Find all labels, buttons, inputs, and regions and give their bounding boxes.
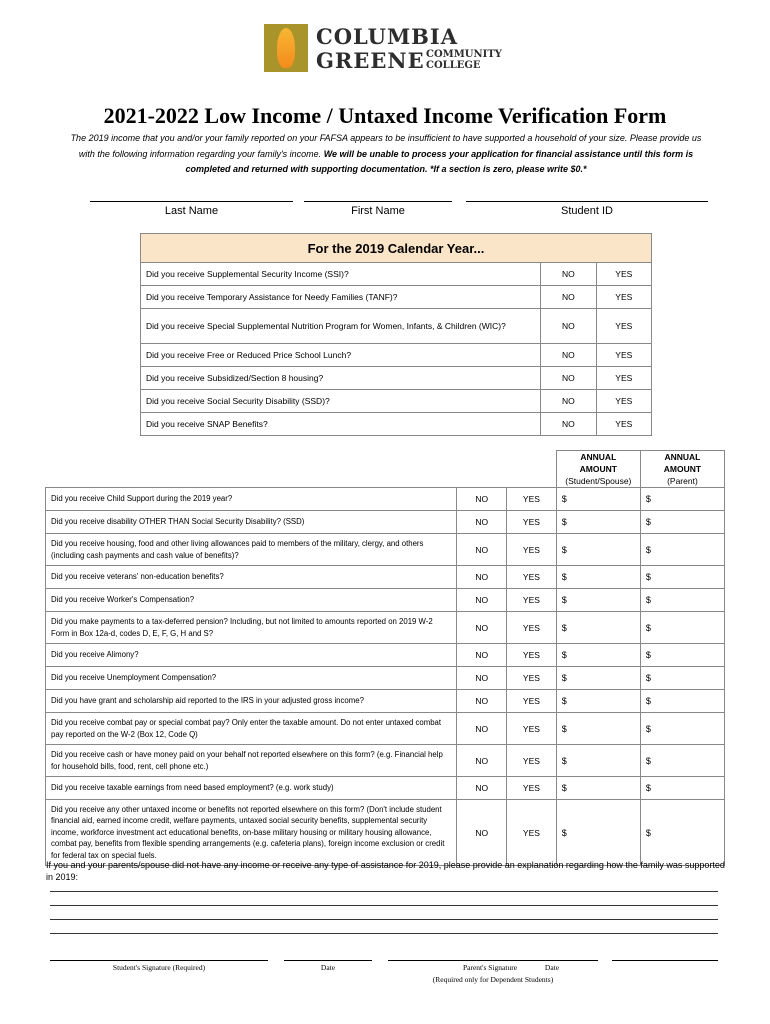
form-title: 2021-2022 Low Income / Untaxed Income Verification Form [103, 103, 667, 128]
no-option[interactable]: NO [457, 566, 507, 589]
table-row [46, 713, 725, 745]
yes-option[interactable]: YES [596, 286, 651, 309]
first-name-field[interactable] [304, 201, 452, 202]
no-option[interactable]: NO [541, 344, 596, 367]
question-text: Did you make payments to a tax-deferred pension? Including, but not limited to amounts reported on 2019 W-2 Form in Box 12a-d, codes D, E, F, G, H and S? [46, 612, 457, 644]
no-option[interactable]: NO [457, 745, 507, 777]
intro-text: The 2019 income that you and/or your family reported on your FAFSA appears to be insufficient to have supported a household of your size. Please provide us with the following information regarding your family's income. [70, 133, 702, 159]
yes-option[interactable]: YES [507, 644, 557, 667]
yes-option[interactable]: YES [596, 263, 651, 286]
yes-option[interactable]: YES [507, 713, 557, 745]
parent-amount-field[interactable]: $ [640, 667, 724, 690]
no-option[interactable]: NO [457, 800, 507, 866]
table-row [141, 413, 652, 436]
yes-option[interactable]: YES [507, 488, 557, 511]
student-amount-field[interactable]: $ [556, 488, 640, 511]
question-text: Did you receive Temporary Assistance for Needy Families (TANF)? [141, 286, 541, 309]
parent-amount-field[interactable]: $ [640, 800, 724, 866]
table-row [46, 612, 725, 644]
no-option[interactable]: NO [457, 644, 507, 667]
yes-option[interactable]: YES [596, 413, 651, 436]
explanation-line[interactable] [50, 905, 718, 906]
question-text: Did you receive veterans' non-education benefits? [46, 566, 457, 589]
parent-amount-field[interactable]: $ [640, 644, 724, 667]
parent-signature-label: Parent's Signature [462, 963, 518, 972]
student-amount-field[interactable]: $ [556, 612, 640, 644]
table-row [46, 566, 725, 589]
table-row [46, 800, 725, 866]
benefits-table [140, 233, 652, 436]
parent-amount-field[interactable]: $ [640, 713, 724, 745]
no-option[interactable]: NO [457, 511, 507, 534]
student-amount-field[interactable]: $ [556, 534, 640, 566]
yes-option[interactable]: YES [507, 690, 557, 713]
explanation-line[interactable] [50, 891, 718, 892]
no-option[interactable]: NO [541, 263, 596, 286]
table-row [141, 286, 652, 309]
parent-amount-field[interactable]: $ [640, 612, 724, 644]
student-amount-header: ANNUAL AMOUNT (Student/Spouse) [556, 451, 640, 488]
last-name-field[interactable] [90, 201, 293, 202]
table-row [46, 534, 725, 566]
table-row [46, 511, 725, 534]
table-row [141, 390, 652, 413]
no-option[interactable]: NO [457, 667, 507, 690]
table-row [141, 263, 652, 286]
parent-amount-header: ANNUAL AMOUNT (Parent) [640, 451, 724, 488]
student-amount-field[interactable]: $ [556, 800, 640, 866]
untaxed-income-table [45, 450, 725, 866]
parent-amount-field[interactable]: $ [640, 690, 724, 713]
calendar-year-header: For the 2019 Calendar Year... [141, 234, 652, 263]
parent-amount-field[interactable]: $ [640, 534, 724, 566]
yes-option[interactable]: YES [596, 344, 651, 367]
logo-text-community-college: COMMUNITY COLLEGE [426, 49, 502, 71]
explanation-line[interactable] [50, 933, 718, 934]
yes-option[interactable]: YES [507, 612, 557, 644]
student-signature-field[interactable] [50, 960, 268, 961]
yes-option[interactable]: YES [507, 667, 557, 690]
student-amount-field[interactable]: $ [556, 745, 640, 777]
intro-bold-text: We will be unable to process your application for financial assistance until this form is completed and returned with supporting documentation. *If a section is zero, please write $0.* [185, 148, 694, 174]
question-text: Did you receive SNAP Benefits? [141, 413, 541, 436]
flame-logo-icon [264, 24, 308, 72]
table-row [141, 309, 652, 344]
no-option[interactable]: NO [541, 390, 596, 413]
last-name-label: Last Name [164, 205, 219, 217]
yes-option[interactable]: YES [507, 589, 557, 612]
no-option[interactable]: NO [541, 413, 596, 436]
student-id-label: Student ID [561, 205, 613, 217]
question-text: Did you receive Supplemental Security Income (SSI)? [141, 263, 541, 286]
table-row [141, 367, 652, 390]
parent-amount-field[interactable]: $ [640, 745, 724, 777]
table-row [46, 589, 725, 612]
student-amount-field[interactable]: $ [556, 644, 640, 667]
question-text: Did you receive Child Support during the 2019 year? [46, 488, 457, 511]
question-text: Did you receive combat pay or special combat pay? Only enter the taxable amount. Do not enter untaxed combat pay reported on the W-2 (Box 12, Code Q) [46, 713, 457, 745]
first-name-label: First Name [351, 205, 405, 217]
parent-amount-field[interactable]: $ [640, 566, 724, 589]
question-text: Did you receive Social Security Disability (SSD)? [141, 390, 541, 413]
parent-amount-field[interactable]: $ [640, 511, 724, 534]
intro-paragraph [62, 131, 710, 178]
question-text: Did you receive any other untaxed income or benefits not reported elsewhere on this form? (Don't include student financial aid, earned income credit, welfare payments, untaxed social security benefits, supplemental security income, workforce investment act educational benefits, on-base military housing or military housing allowance, combat pay, benefits from flexible spending arrangements (e.g. cafeteria plans), foreign income exclusion or credit for federal tax on special fuels. [46, 800, 457, 866]
parent-amount-field[interactable]: $ [640, 488, 724, 511]
student-amount-field[interactable]: $ [556, 566, 640, 589]
student-amount-field[interactable]: $ [556, 589, 640, 612]
question-text: Did you receive cash or have money paid on your behalf not reported elsewhere on this form? (e.g. Financial help for household bills, food, rent, cell phone etc.) [46, 745, 457, 777]
table-row [46, 745, 725, 777]
question-text: Did you have grant and scholarship aid reported to the IRS in your adjusted gross income? [46, 690, 457, 713]
student-amount-field[interactable]: $ [556, 667, 640, 690]
yes-option[interactable]: YES [507, 800, 557, 866]
no-option[interactable]: NO [541, 367, 596, 390]
yes-option[interactable]: YES [596, 367, 651, 390]
parent-date-field[interactable] [612, 960, 718, 961]
student-date-field[interactable] [284, 960, 372, 961]
yes-option[interactable]: YES [507, 566, 557, 589]
table-row [46, 690, 725, 713]
logo-text-columbia: COLUMBIA [316, 24, 459, 49]
student-amount-field[interactable]: $ [556, 777, 640, 800]
student-amount-field[interactable]: $ [556, 713, 640, 745]
yes-option[interactable]: YES [507, 777, 557, 800]
table-row [46, 777, 725, 800]
yes-option[interactable]: YES [507, 511, 557, 534]
no-option[interactable]: NO [541, 286, 596, 309]
yes-option[interactable]: YES [507, 745, 557, 777]
question-text: Did you receive taxable earnings from need based employment? (e.g. work study) [46, 777, 457, 800]
no-option[interactable]: NO [457, 690, 507, 713]
student-signature-label: Student's Signature (Required) [112, 963, 206, 972]
college-logo [264, 24, 504, 74]
date-label: Date [544, 963, 560, 972]
table-row [46, 644, 725, 667]
student-amount-field[interactable]: $ [556, 690, 640, 713]
yes-option[interactable]: YES [596, 390, 651, 413]
question-text: Did you receive Subsidized/Section 8 housing? [141, 367, 541, 390]
no-option[interactable]: NO [457, 534, 507, 566]
parent-amount-field[interactable]: $ [640, 777, 724, 800]
no-option[interactable]: NO [541, 309, 596, 344]
date-label: Date [320, 963, 336, 972]
no-option[interactable]: NO [457, 612, 507, 644]
table-row [46, 488, 725, 511]
parent-signature-note: (Required only for Dependent Students) [432, 975, 554, 984]
no-option[interactable]: NO [457, 777, 507, 800]
question-text: Did you receive Worker's Compensation? [46, 589, 457, 612]
question-text: Did you receive Unemployment Compensation? [46, 667, 457, 690]
logo-text-greene: GREENE [316, 48, 425, 73]
question-text: Did you receive housing, food and other living allowances paid to members of the military, clergy, and others (including cash payments and cash value of benefits)? [46, 534, 457, 566]
no-option[interactable]: NO [457, 488, 507, 511]
question-text: Did you receive Alimony? [46, 644, 457, 667]
table-row [46, 667, 725, 690]
parent-signature-field[interactable] [388, 960, 598, 961]
explanation-line[interactable] [50, 919, 718, 920]
explanation-prompt: If you and your parents/spouse did not have any income or receive any type of assistance for 2019, please provide an explanation regarding how the family was supported in 2019: [46, 860, 725, 882]
student-amount-field[interactable]: $ [556, 511, 640, 534]
parent-amount-field[interactable]: $ [640, 589, 724, 612]
no-option[interactable]: NO [457, 713, 507, 745]
table-row [141, 344, 652, 367]
yes-option[interactable]: YES [596, 309, 651, 344]
question-text: Did you receive Special Supplemental Nutrition Program for Women, Infants, & Children (WIC)? [141, 309, 541, 344]
no-option[interactable]: NO [457, 589, 507, 612]
student-id-field[interactable] [466, 201, 708, 202]
question-text: Did you receive Free or Reduced Price School Lunch? [141, 344, 541, 367]
yes-option[interactable]: YES [507, 534, 557, 566]
question-text: Did you receive disability OTHER THAN Social Security Disability? (SSD) [46, 511, 457, 534]
